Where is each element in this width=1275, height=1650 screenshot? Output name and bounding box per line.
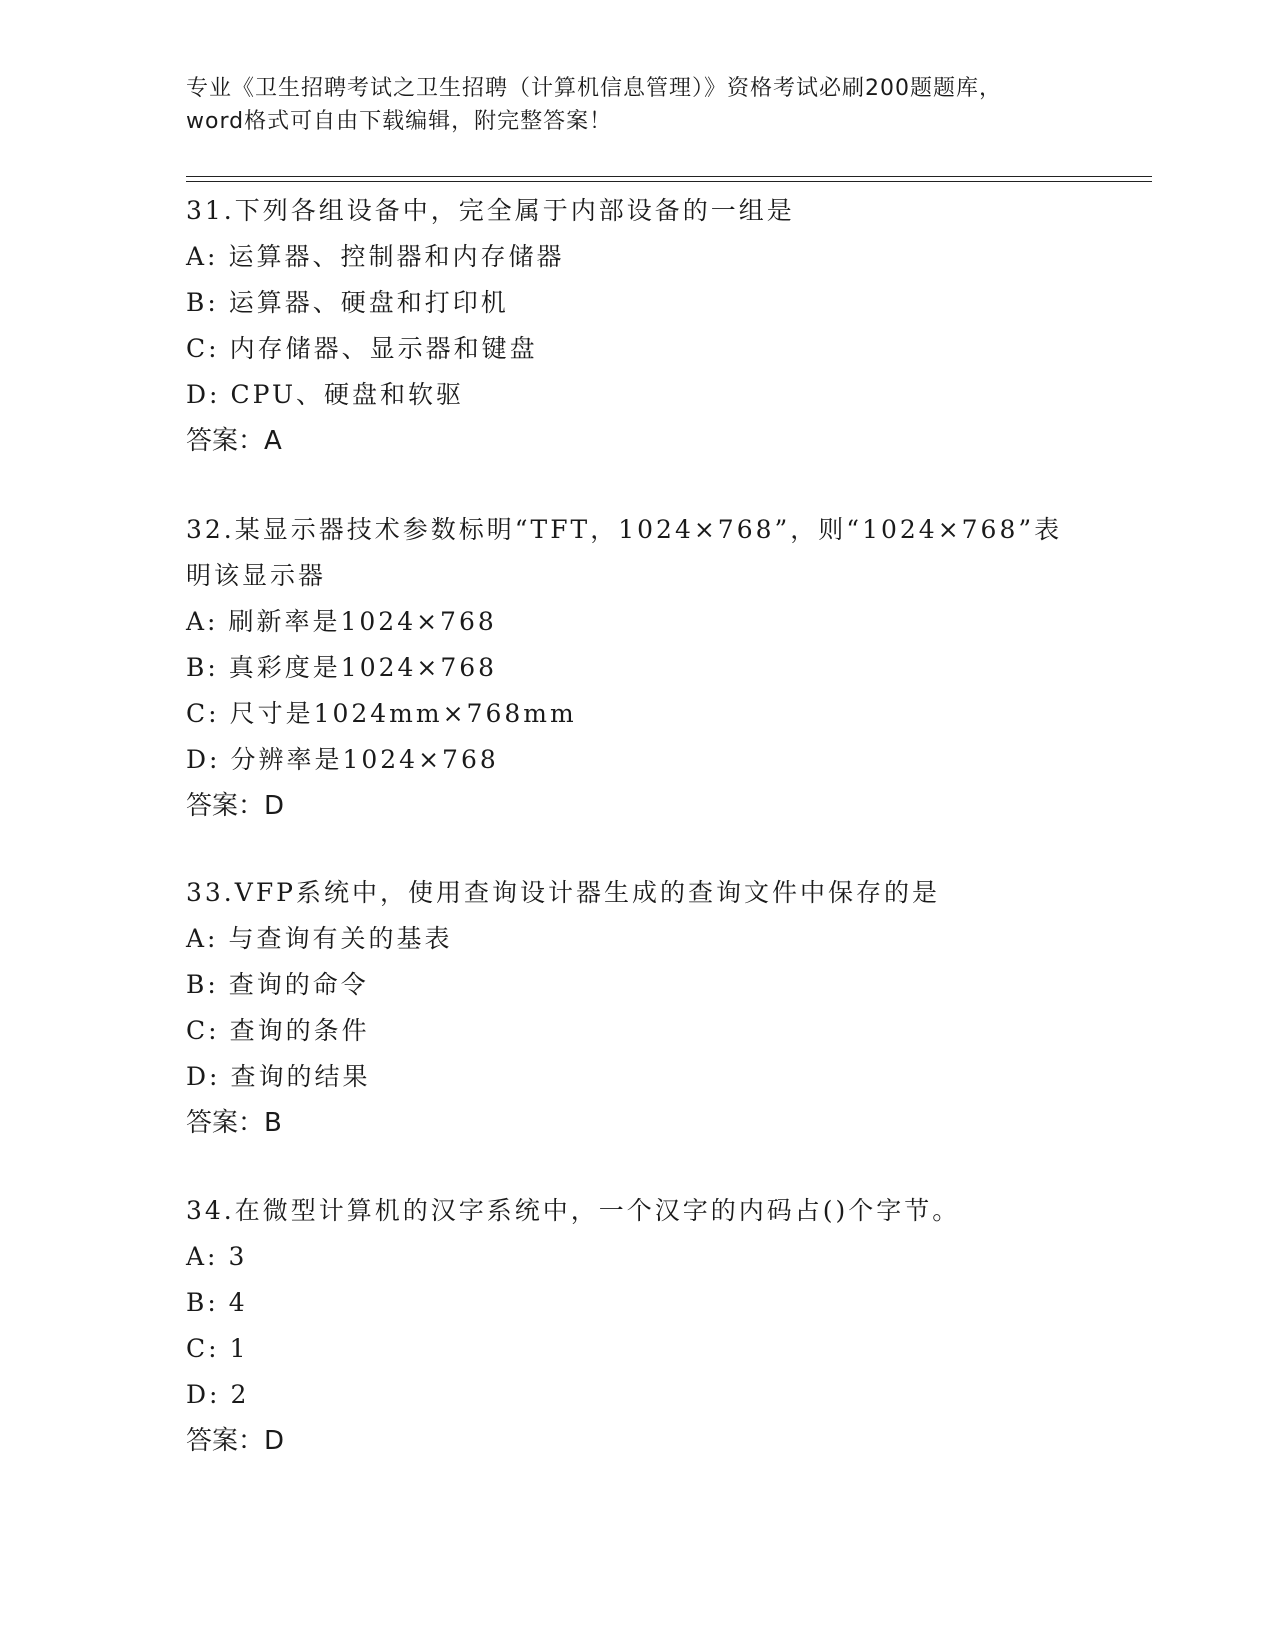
question-stem	[186, 870, 1086, 916]
option-text: 3	[228, 1242, 248, 1271]
option-text: 查询的条件	[229, 1016, 370, 1045]
option-key: D:	[186, 745, 221, 774]
option-key: C:	[186, 1334, 220, 1363]
option-b	[186, 962, 1086, 1008]
option-a	[186, 1234, 1086, 1280]
option-key: A:	[186, 1242, 219, 1271]
option-key: D:	[186, 380, 221, 409]
option-text: 真彩度是1024×768	[228, 653, 498, 682]
option-c	[186, 691, 1086, 737]
header-line-1: 专业《卫生招聘考试之卫生招聘（计算机信息管理）》资格考试必刷200题题库，	[186, 76, 1002, 101]
option-key: A:	[186, 924, 219, 953]
option-text: 刷新率是1024×768	[228, 607, 497, 636]
option-text: 尺寸是1024mm×768mm	[229, 699, 577, 728]
option-key: B:	[186, 653, 219, 682]
answer-label: 答案：A	[186, 426, 282, 456]
option-d	[186, 737, 1086, 783]
option-key: C:	[186, 334, 220, 363]
option-text: 运算器、硬盘和打印机	[228, 288, 509, 317]
question-stem	[186, 507, 1086, 599]
header-divider-top	[186, 176, 1152, 177]
question-stem	[186, 188, 1086, 234]
option-a	[186, 916, 1086, 962]
option-key: B:	[186, 288, 219, 317]
option-d	[186, 1054, 1086, 1100]
option-key: C:	[186, 1016, 220, 1045]
option-a	[186, 599, 1086, 645]
option-d	[186, 372, 1086, 418]
header-divider-bottom	[186, 181, 1152, 182]
header-line-2: word格式可自由下载编辑，附完整答案！	[186, 109, 613, 134]
question-stem	[186, 1188, 1086, 1234]
option-a	[186, 234, 1086, 280]
option-text: 内存储器、显示器和键盘	[229, 334, 538, 363]
question-33	[186, 870, 1086, 1146]
question-31	[186, 188, 1086, 464]
option-key: C:	[186, 699, 220, 728]
option-text: 与查询有关的基表	[228, 924, 453, 953]
question-stem-line: 31.下列各组设备中，完全属于内部设备的一组是	[186, 196, 795, 225]
option-b	[186, 1280, 1086, 1326]
option-text: 1	[229, 1334, 249, 1363]
answer-label: 答案：B	[186, 1108, 282, 1138]
option-text: CPU、硬盘和软驱	[230, 380, 465, 409]
option-text: 查询的结果	[230, 1062, 371, 1091]
option-text: 运算器、控制器和内存储器	[228, 242, 565, 271]
option-text: 2	[230, 1380, 250, 1409]
option-text: 分辨率是1024×768	[230, 745, 499, 774]
option-c	[186, 1326, 1086, 1372]
option-b	[186, 645, 1086, 691]
option-key: D:	[186, 1062, 221, 1091]
answer-label: 答案：D	[186, 791, 285, 821]
question-stem-line: 33.VFP系统中，使用查询设计器生成的查询文件中保存的是	[186, 878, 940, 907]
option-c	[186, 326, 1086, 372]
question-stem-line: 32.某显示器技术参数标明“TFT，1024×768”，则“1024×768”表	[186, 515, 1063, 544]
option-d	[186, 1372, 1086, 1418]
option-key: A:	[186, 607, 219, 636]
question-stem-line: 34.在微型计算机的汉字系统中，一个汉字的内码占()个字节。	[186, 1196, 961, 1225]
option-text: 查询的命令	[228, 970, 369, 999]
document-header	[186, 72, 1086, 138]
option-c	[186, 1008, 1086, 1054]
option-text: 4	[228, 1288, 248, 1317]
option-key: A:	[186, 242, 219, 271]
question-32	[186, 507, 1086, 829]
option-b	[186, 280, 1086, 326]
option-key: B:	[186, 970, 219, 999]
option-key: B:	[186, 1288, 219, 1317]
option-key: D:	[186, 1380, 221, 1409]
question-stem-line: 明该显示器	[186, 561, 327, 590]
question-34	[186, 1188, 1086, 1464]
answer-label: 答案：D	[186, 1426, 285, 1456]
